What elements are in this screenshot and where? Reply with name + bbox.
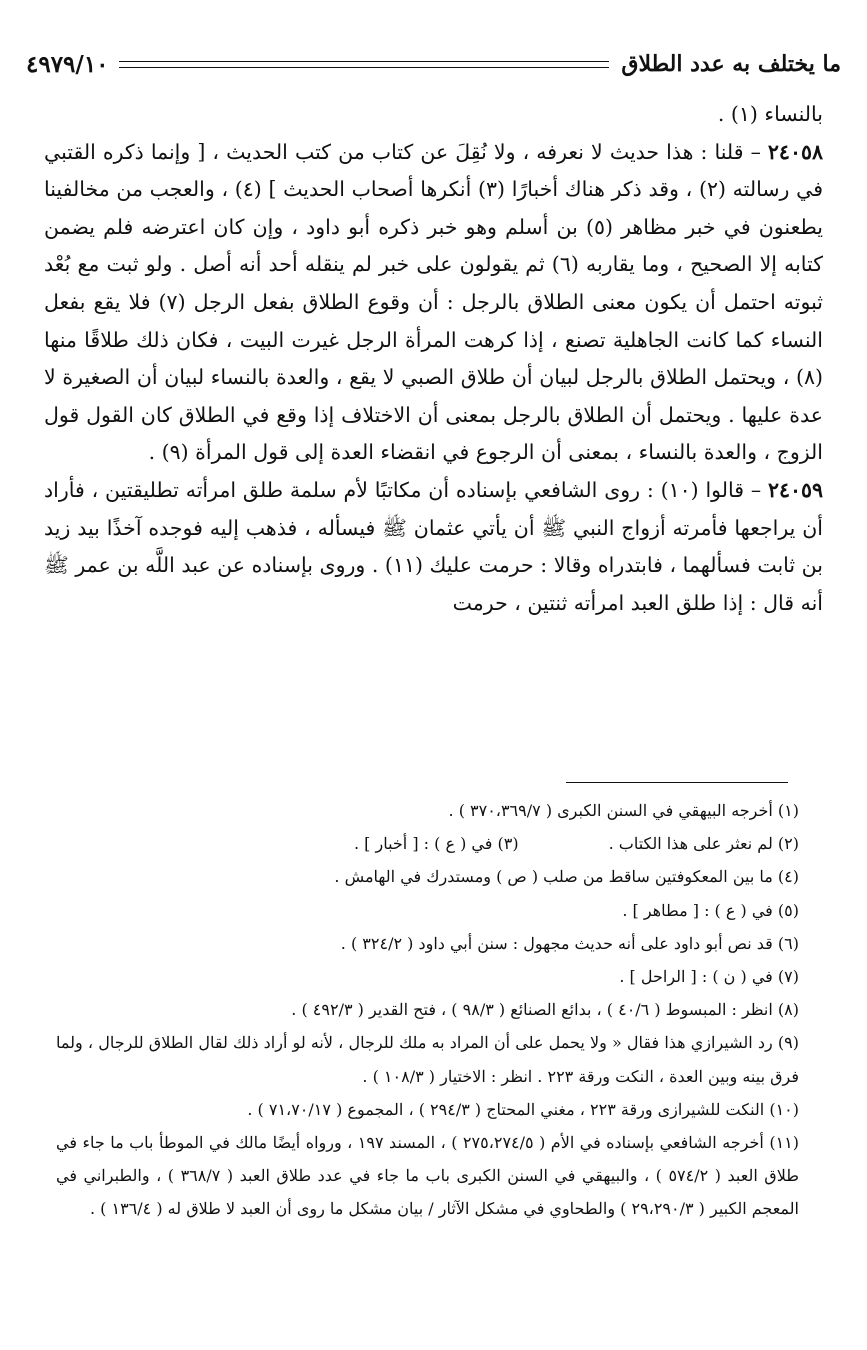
header-rule xyxy=(119,61,610,68)
paragraph-24058 xyxy=(44,134,823,472)
footnote-11: (١١) أخرجه الشافعي بإسناده في الأم ( ٢٧٥،٢٧٤/٥ ) ، المسند ١٩٧ ، ورواه أيضًا مالك في الموطأ باب ما جاء في طلاق العبد ( ٥٧٤/٢ ) ، والبيهقي في السنن الكبرى باب ما جاء في عدد طلاق العبد ( ٣٦٨/٧ ) ، والطبراني في المعجم الكبير ( ٢٩،٢٩٠/٣ ) والطحاوي في مشكل الآثار / بيان مشكل ما روى أن العبد لا طلاق له ( ١٣٦/٤ ) . xyxy=(56,1133,800,1219)
footnote-separator xyxy=(566,782,788,783)
page-range: ٤٩٧٩/١٠ xyxy=(26,50,109,78)
footnote-3: (٣) في ( ع ) : [ أخبار ] . xyxy=(353,834,519,854)
footnote-5: (٥) في ( ع ) : [ مطاهر ] . xyxy=(622,900,799,920)
running-header xyxy=(26,44,841,84)
footnote-4: (٤) ما بين المعكوفتين ساقط من صلب ( ص ) ومستدرك في الهامش . xyxy=(334,867,799,887)
issue-number: ٢٤٠٥٨ xyxy=(767,139,823,164)
issue-number: ٢٤٠٥٩ xyxy=(767,477,823,502)
footnote-6: (٦) قد نص أبو داود على أنه حديث مجهول : سنن أبي داود ( ٣٢٤/٢ ) . xyxy=(340,933,799,953)
main-text xyxy=(44,96,823,622)
chapter-title: ما يختلف به عدد الطلاق xyxy=(621,51,841,77)
footnote-2: (٢) لم نعثر على هذا الكتاب . xyxy=(608,834,799,854)
footnote-10: (١٠) النكت للشيرازى ورقة ٢٢٣ ، مغني المحتاج ( ٢٩٤/٣ ) ، المجموع ( ٧١،٧٠/١٧ ) . xyxy=(247,1099,799,1119)
paragraph-text: – قالوا (١٠) : روى الشافعي بإسناده أن مكاتبًا لأم سلمة طلق امرأته تطليقتين ، فأراد أن يراجعها فأمرته أزواج النبي ﷺ أن يأتي عثمان ﷺ فيسأله ، فذهب إليه فوجده آخذًا بيد زيد بن ثابت فسألهما ، فابتدراه وقالا : حرمت عليك (١١) . وروى بإسناده عن عبد اللَّه بن عمر ﷺ أنه قال : إذا طلق العبد امرأته ثنتين ، حرمت xyxy=(44,477,823,615)
paragraph-text: – قلنا : هذا حديث لا نعرفه ، ولا نُقِلَ عن كتاب من كتب الحديث ، [ وإنما ذكره القتبي في رسالته (٢) ، وقد ذكر هناك أخبارًا (٣) أنكرها أصحاب الحديث ] (٤) ، والعجب من مخالفينا يطعنون في خبر مظاهر (٥) بن أسلم وهو خبر ذكره أبو داود ، وإن كان اعترضه فلم يضمن كتابه إلا الصحيح ، وما يقاربه (٦) ثم يقولون على خبر لم ينقله أحد أنه أصل . ولو ثبت مع بُعْد ثبوته احتمل أن يكون معنى الطلاق بالرجل : أن وقوع الطلاق بفعل الرجل (٧) فلا يقع بفعل النساء كما كانت الجاهلية تصنع ، إذا كرهت المرأة الرجل غيرت البيت ، فكان ذلك طلاقًا منها (٨) ، ويحتمل الطلاق بالرجل لبيان أن طلاق الصبي لا يقع ، والعدة بالنساء لبيان أن الصغيرة لا عدة عليها . ويحتمل أن الطلاق بالرجل بمعنى أن الاختلاف إذا وقع في الطلاق كان القول قول الزوج ، والعدة بالنساء ، بمعنى أن الرجوع في انقضاء العدة إلى قول المرأة (٩) . xyxy=(44,139,823,465)
footnote-8: (٨) انظر : المبسوط ( ٤٠/٦ ) ، بدائع الصنائع ( ٩٨/٣ ) ، فتح القدير ( ٤٩٢/٣ ) . xyxy=(291,1000,799,1020)
footnote-row-2-3 xyxy=(56,827,799,860)
footnote-1: (١) أخرجه البيهقي في السنن الكبرى ( ٣٧٠،٣٦٩/٧ ) . xyxy=(448,801,799,820)
paragraph-24059 xyxy=(44,472,823,622)
footnote-9: (٩) رد الشيرازي هذا فقال « ولا يحمل على أن المراد به ملك للرجال ، لأنه لو أراد ذلك لقال الطلاق للرجال ، ولما فرق بينه وبين العدة ، النكت ورقة ٢٢٣ . انظر : الاختيار ( ١٠٨/٣ ) . xyxy=(56,1033,799,1086)
footnote-7: (٧) في ( ن ) : [ الراحل ] . xyxy=(619,967,799,987)
paragraph-continuation: بالنساء (١) . xyxy=(717,102,823,126)
footnotes xyxy=(56,794,799,1226)
